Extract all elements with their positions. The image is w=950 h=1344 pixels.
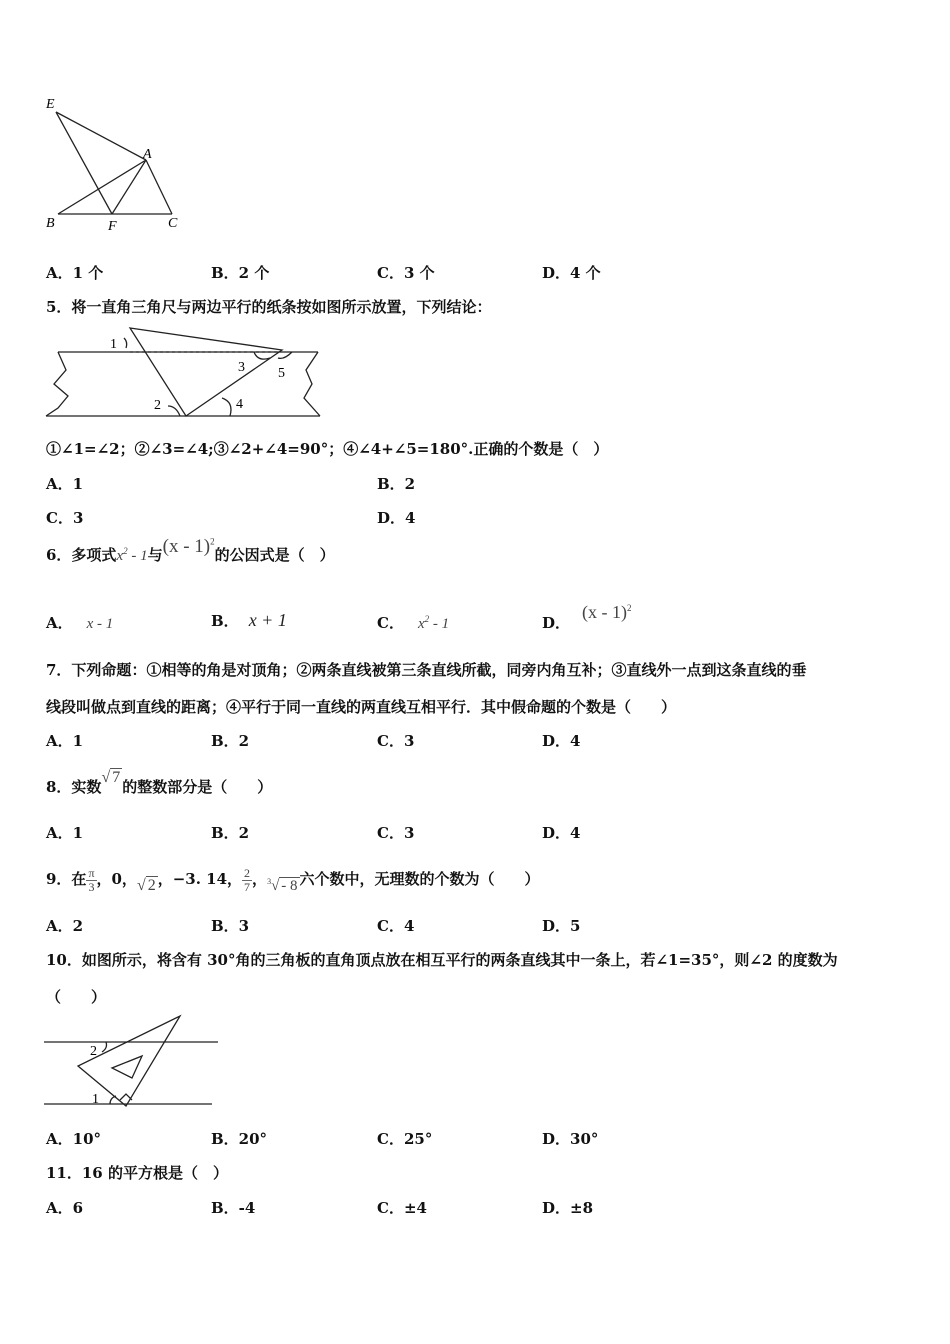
- q8-option-d[interactable]: D．4: [542, 824, 581, 842]
- q10-line2: （ ）: [46, 988, 107, 1006]
- angle-label-4: 4: [236, 397, 243, 412]
- q4-option-d[interactable]: D．4 个: [542, 264, 601, 282]
- angle-arc-2: [102, 1042, 107, 1052]
- triangle-figure-q4: [40, 92, 200, 237]
- q5-conclusions: ①∠1=∠2；②∠3=∠4;③∠2+∠4=90°；④∠4+∠5=180°.正确的个数是（ ）: [46, 440, 609, 458]
- label-A: A: [143, 147, 152, 162]
- q9-option-c[interactable]: C．4: [377, 917, 415, 935]
- q5-option-b[interactable]: B．2: [377, 475, 416, 493]
- angle-label-2: 2: [90, 1044, 97, 1059]
- right-angle-mark: [120, 1094, 132, 1100]
- triangle-board-inner: [112, 1056, 142, 1078]
- q7-option-b[interactable]: B．2: [211, 732, 250, 750]
- q7-line1: 7．下列命题：①相等的角是对顶角；②两条直线被第三条直线所截，同旁内角互补；③直线外一点到这条直线的垂: [46, 661, 807, 679]
- angle-arc-2: [168, 406, 180, 416]
- q8-suffix: 的整数部分是（ ）: [122, 778, 273, 796]
- q11-option-d[interactable]: D．±8: [542, 1199, 594, 1217]
- q6-option-a[interactable]: A． x - 1: [46, 614, 114, 632]
- q6-option-c[interactable]: C． $x^2 - 1$: [377, 614, 450, 632]
- q5-option-d[interactable]: D．4: [377, 509, 416, 527]
- q11-option-a[interactable]: A．6: [46, 1199, 84, 1217]
- angle-arc-4: [222, 398, 231, 416]
- sqrt-2: √ 2: [136, 877, 156, 894]
- q6-option-d[interactable]: D．(x - 1)$^2$: [542, 602, 632, 632]
- strip-right-tear: [304, 352, 320, 416]
- q7-option-c[interactable]: C．3: [377, 732, 415, 750]
- label-C: C: [168, 216, 178, 231]
- q10-option-c[interactable]: C．25°: [377, 1130, 433, 1148]
- angle-arc-3: [254, 352, 270, 359]
- q6-prefix: 6．多项式: [46, 546, 117, 564]
- q9-sep2: ，−3. 14，: [157, 870, 243, 888]
- q10-line1: 10．如图所示，将含有 30°角的三角板的直角顶点放在相互平行的两条直线其中一条上，若∠1=35°，则∠2 的度数为: [46, 951, 838, 969]
- q6-expr2: (x - 1)$^2$: [162, 536, 215, 557]
- fraction-2-over-7: $\frac{2}{7}$: [244, 865, 251, 894]
- angle-arc-5: [278, 352, 292, 358]
- q9-sep3: ，: [252, 870, 268, 888]
- label-E: E: [46, 97, 55, 112]
- q9-suffix: 六个数中，无理数的个数为（ ）: [299, 870, 540, 888]
- q5-option-a[interactable]: A．1: [46, 475, 84, 493]
- segment-BA: [58, 160, 146, 214]
- q8-stem: [46, 769, 273, 797]
- q8-option-a[interactable]: A．1: [46, 824, 84, 842]
- q6-expr1: $x^2 - 1$: [116, 546, 148, 564]
- q9-option-d[interactable]: D．5: [542, 917, 581, 935]
- q6-mid: 与: [147, 546, 163, 564]
- q7-option-a[interactable]: A．1: [46, 732, 84, 750]
- sqrt-7: √ 7: [101, 769, 121, 786]
- cube-root-minus-8: $^3$√ - 8: [267, 877, 298, 894]
- label-B: B: [46, 216, 55, 231]
- q8-prefix: 8．实数: [46, 778, 102, 796]
- angle-label-1: 1: [92, 1092, 99, 1107]
- angle-label-3: 3: [238, 360, 245, 375]
- label-F: F: [108, 219, 117, 234]
- paper-strip-figure-q5: [40, 322, 330, 422]
- q9-option-a[interactable]: A．2: [46, 917, 84, 935]
- q11-option-c[interactable]: C．±4: [377, 1199, 427, 1217]
- segment-FA: [112, 160, 146, 214]
- q7-option-d[interactable]: D．4: [542, 732, 581, 750]
- q7-line2: 线段叫做点到直线的距离；④平行于同一直线的两直线互相平行．其中假命题的个数是（ ）: [46, 698, 677, 716]
- q6-option-b[interactable]: B． x + 1: [211, 610, 287, 630]
- q8-option-c[interactable]: C．3: [377, 824, 415, 842]
- q11-option-b[interactable]: B．-4: [211, 1199, 256, 1217]
- q5-option-c[interactable]: C．3: [46, 509, 84, 527]
- q5-stem: 5．将一直角三角尺与两边平行的纸条按如图所示放置，下列结论：: [46, 298, 492, 316]
- q6-suffix: 的公因式是（ ）: [214, 546, 335, 564]
- q10-option-d[interactable]: D．30°: [542, 1130, 599, 1148]
- q9-sep1: ，0，: [96, 870, 137, 888]
- q10-option-a[interactable]: A．10°: [46, 1130, 102, 1148]
- set-square-parallel-figure-q10: [40, 1012, 225, 1112]
- q10-option-b[interactable]: B．20°: [211, 1130, 268, 1148]
- strip-left-tear: [46, 352, 68, 416]
- angle-label-1: 1: [110, 337, 117, 352]
- set-square: [130, 328, 282, 416]
- q8-option-b[interactable]: B．2: [211, 824, 250, 842]
- q4-option-a[interactable]: A．1 个: [46, 264, 104, 282]
- q9-stem: [46, 858, 540, 898]
- q9-option-b[interactable]: B．3: [211, 917, 250, 935]
- q4-option-b[interactable]: B．2 个: [211, 264, 270, 282]
- q6-stem: [46, 536, 335, 566]
- angle-label-5: 5: [278, 366, 285, 381]
- angle-label-2: 2: [154, 398, 161, 413]
- q11-stem: 11．16 的平方根是（ ）: [46, 1164, 228, 1182]
- angle-arc-1: [124, 338, 127, 348]
- segment-AC: [146, 160, 172, 214]
- q4-option-c[interactable]: C．3 个: [377, 264, 435, 282]
- q9-prefix: 9．在: [46, 870, 87, 888]
- fraction-pi-over-3: $\frac{\pi}{3}$: [88, 865, 95, 894]
